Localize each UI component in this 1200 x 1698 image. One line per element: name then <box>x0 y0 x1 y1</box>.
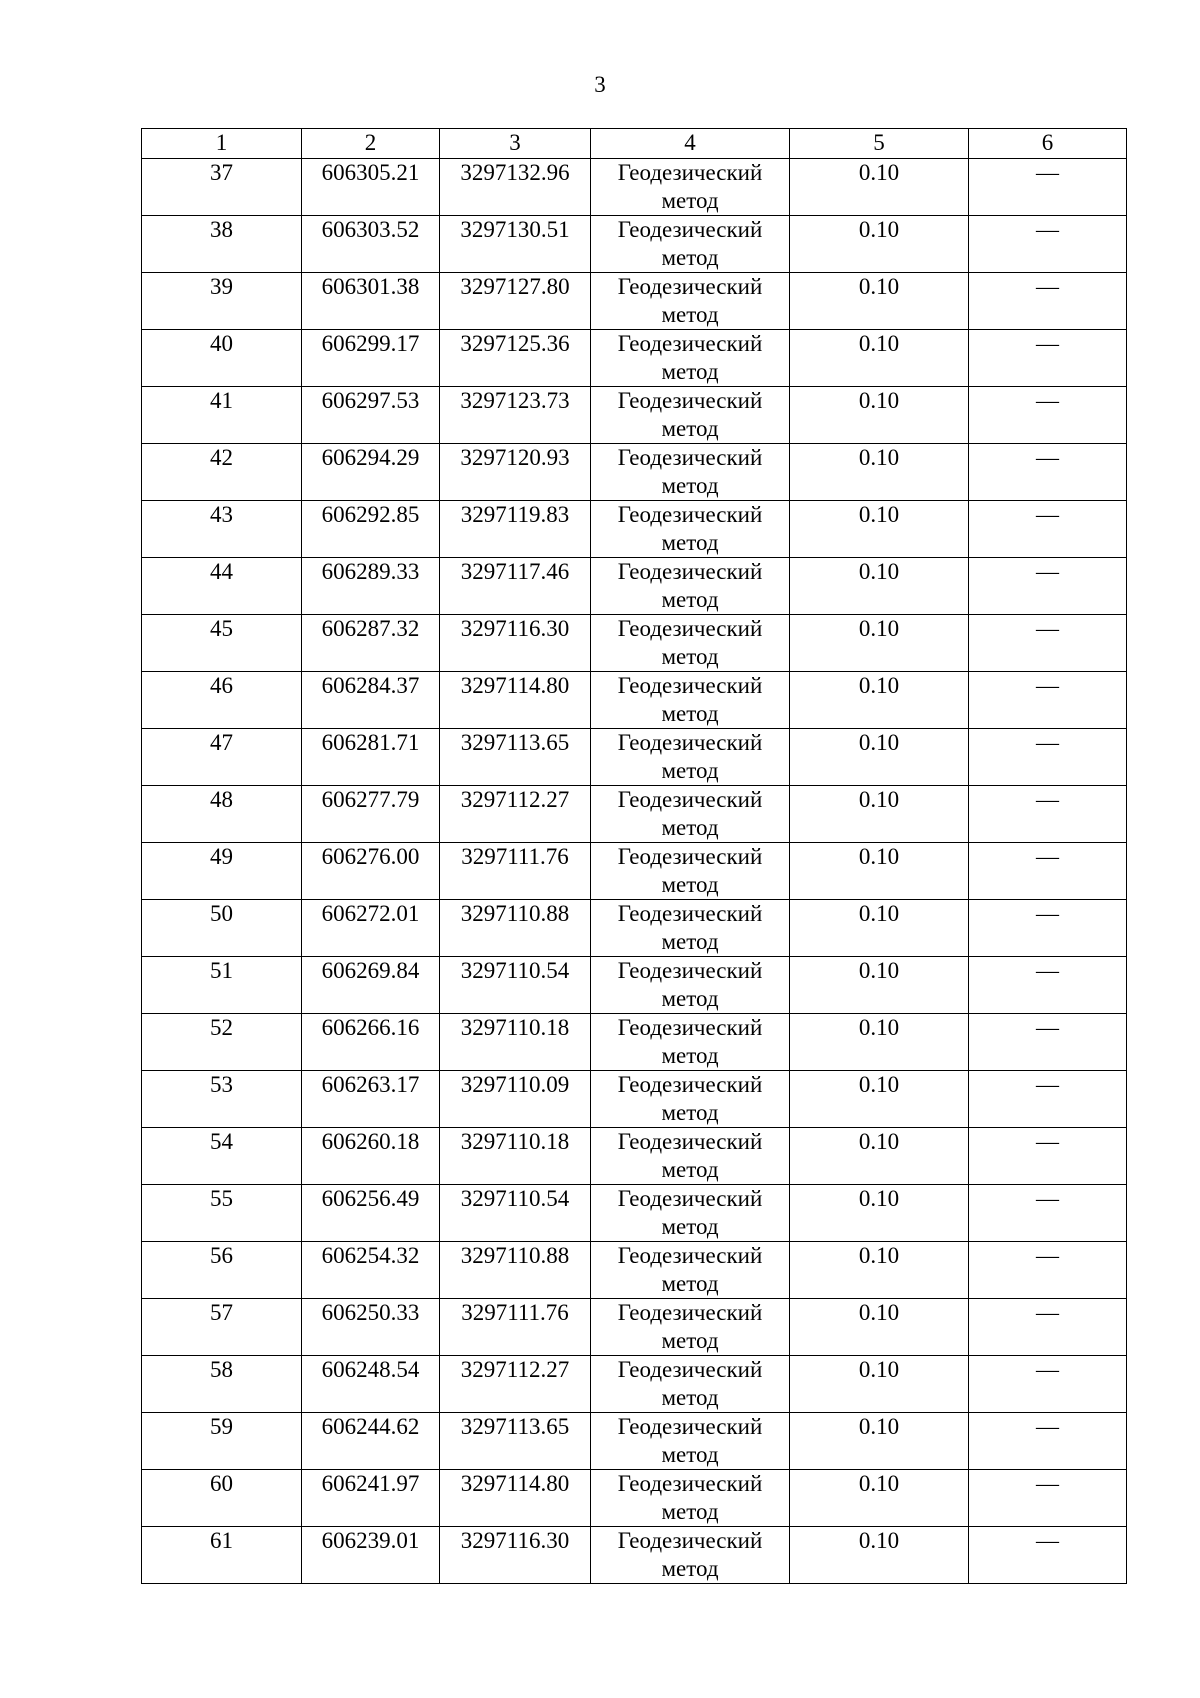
note-cell: — <box>969 1071 1127 1128</box>
method-cell: Геодезический метод <box>591 786 790 843</box>
method-cell: Геодезический метод <box>591 273 790 330</box>
point-number-cell: 47 <box>142 729 302 786</box>
y-coordinate-cell: 3297132.96 <box>440 159 591 216</box>
point-number-cell: 58 <box>142 1356 302 1413</box>
method-cell: Геодезический метод <box>591 1299 790 1356</box>
method-cell: Геодезический метод <box>591 672 790 729</box>
x-coordinate-cell: 606241.97 <box>302 1470 440 1527</box>
method-cell: Геодезический метод <box>591 1242 790 1299</box>
table-row <box>142 1128 1127 1185</box>
x-coordinate-cell: 606284.37 <box>302 672 440 729</box>
point-number-cell: 53 <box>142 1071 302 1128</box>
y-coordinate-cell: 3297110.18 <box>440 1014 591 1071</box>
header-cell-2: 2 <box>302 129 440 159</box>
table-row <box>142 273 1127 330</box>
table-row <box>142 615 1127 672</box>
x-coordinate-cell: 606244.62 <box>302 1413 440 1470</box>
table-row <box>142 330 1127 387</box>
y-coordinate-cell: 3297110.09 <box>440 1071 591 1128</box>
accuracy-cell: 0.10 <box>790 1242 969 1299</box>
table-row <box>142 729 1127 786</box>
x-coordinate-cell: 606272.01 <box>302 900 440 957</box>
note-cell: — <box>969 1128 1127 1185</box>
note-cell: — <box>969 1299 1127 1356</box>
method-cell: Геодезический метод <box>591 1470 790 1527</box>
note-cell: — <box>969 1185 1127 1242</box>
method-cell: Геодезический метод <box>591 1185 790 1242</box>
accuracy-cell: 0.10 <box>790 957 969 1014</box>
header-cell-4: 4 <box>591 129 790 159</box>
y-coordinate-cell: 3297111.76 <box>440 843 591 900</box>
accuracy-cell: 0.10 <box>790 1299 969 1356</box>
point-number-cell: 38 <box>142 216 302 273</box>
x-coordinate-cell: 606303.52 <box>302 216 440 273</box>
x-coordinate-cell: 606239.01 <box>302 1527 440 1584</box>
page-number: 3 <box>594 72 606 97</box>
method-cell: Геодезический метод <box>591 957 790 1014</box>
note-cell: — <box>969 1470 1127 1527</box>
table-row <box>142 1470 1127 1527</box>
x-coordinate-cell: 606266.16 <box>302 1014 440 1071</box>
point-number-cell: 59 <box>142 1413 302 1470</box>
note-cell: — <box>969 558 1127 615</box>
note-cell: — <box>969 1413 1127 1470</box>
accuracy-cell: 0.10 <box>790 387 969 444</box>
y-coordinate-cell: 3297112.27 <box>440 786 591 843</box>
accuracy-cell: 0.10 <box>790 1470 969 1527</box>
method-cell: Геодезический метод <box>591 900 790 957</box>
note-cell: — <box>969 216 1127 273</box>
method-cell: Геодезический метод <box>591 216 790 273</box>
point-number-cell: 50 <box>142 900 302 957</box>
table-row <box>142 957 1127 1014</box>
note-cell: — <box>969 1242 1127 1299</box>
x-coordinate-cell: 606294.29 <box>302 444 440 501</box>
x-coordinate-cell: 606276.00 <box>302 843 440 900</box>
point-number-cell: 52 <box>142 1014 302 1071</box>
x-coordinate-cell: 606277.79 <box>302 786 440 843</box>
note-cell: — <box>969 273 1127 330</box>
y-coordinate-cell: 3297127.80 <box>440 273 591 330</box>
y-coordinate-cell: 3297123.73 <box>440 387 591 444</box>
y-coordinate-cell: 3297119.83 <box>440 501 591 558</box>
accuracy-cell: 0.10 <box>790 501 969 558</box>
header-cell-6: 6 <box>969 129 1127 159</box>
point-number-cell: 44 <box>142 558 302 615</box>
method-cell: Геодезический метод <box>591 444 790 501</box>
method-cell: Геодезический метод <box>591 558 790 615</box>
note-cell: — <box>969 159 1127 216</box>
table-row <box>142 900 1127 957</box>
method-cell: Геодезический метод <box>591 1128 790 1185</box>
table-row <box>142 1242 1127 1299</box>
y-coordinate-cell: 3297116.30 <box>440 615 591 672</box>
table-row <box>142 159 1127 216</box>
method-cell: Геодезический метод <box>591 1413 790 1470</box>
note-cell: — <box>969 330 1127 387</box>
method-cell: Геодезический метод <box>591 330 790 387</box>
table-row <box>142 1356 1127 1413</box>
y-coordinate-cell: 3297110.88 <box>440 1242 591 1299</box>
table-row <box>142 501 1127 558</box>
note-cell: — <box>969 957 1127 1014</box>
table-row <box>142 843 1127 900</box>
table-row <box>142 444 1127 501</box>
point-number-cell: 57 <box>142 1299 302 1356</box>
accuracy-cell: 0.10 <box>790 672 969 729</box>
accuracy-cell: 0.10 <box>790 900 969 957</box>
point-number-cell: 60 <box>142 1470 302 1527</box>
y-coordinate-cell: 3297125.36 <box>440 330 591 387</box>
x-coordinate-cell: 606292.85 <box>302 501 440 558</box>
header-row <box>142 129 1127 159</box>
x-coordinate-cell: 606289.33 <box>302 558 440 615</box>
table-row <box>142 1071 1127 1128</box>
header-cell-1: 1 <box>142 129 302 159</box>
y-coordinate-cell: 3297117.46 <box>440 558 591 615</box>
note-cell: — <box>969 900 1127 957</box>
table-row <box>142 786 1127 843</box>
method-cell: Геодезический метод <box>591 729 790 786</box>
x-coordinate-cell: 606248.54 <box>302 1356 440 1413</box>
accuracy-cell: 0.10 <box>790 330 969 387</box>
table-row <box>142 1299 1127 1356</box>
table-body <box>142 129 1127 1584</box>
y-coordinate-cell: 3297130.51 <box>440 216 591 273</box>
accuracy-cell: 0.10 <box>790 786 969 843</box>
x-coordinate-cell: 606254.32 <box>302 1242 440 1299</box>
x-coordinate-cell: 606263.17 <box>302 1071 440 1128</box>
point-number-cell: 39 <box>142 273 302 330</box>
x-coordinate-cell: 606250.33 <box>302 1299 440 1356</box>
method-cell: Геодезический метод <box>591 387 790 444</box>
y-coordinate-cell: 3297110.18 <box>440 1128 591 1185</box>
note-cell: — <box>969 672 1127 729</box>
note-cell: — <box>969 615 1127 672</box>
method-cell: Геодезический метод <box>591 1071 790 1128</box>
table-row <box>142 672 1127 729</box>
x-coordinate-cell: 606305.21 <box>302 159 440 216</box>
x-coordinate-cell: 606301.38 <box>302 273 440 330</box>
table-row <box>142 1014 1127 1071</box>
point-number-cell: 42 <box>142 444 302 501</box>
accuracy-cell: 0.10 <box>790 1071 969 1128</box>
note-cell: — <box>969 1527 1127 1584</box>
table-row <box>142 216 1127 273</box>
table-row <box>142 387 1127 444</box>
note-cell: — <box>969 387 1127 444</box>
x-coordinate-cell: 606299.17 <box>302 330 440 387</box>
x-coordinate-cell: 606281.71 <box>302 729 440 786</box>
note-cell: — <box>969 1356 1127 1413</box>
point-number-cell: 46 <box>142 672 302 729</box>
point-number-cell: 41 <box>142 387 302 444</box>
coordinates-table <box>141 128 1127 1584</box>
point-number-cell: 49 <box>142 843 302 900</box>
method-cell: Геодезический метод <box>591 615 790 672</box>
point-number-cell: 61 <box>142 1527 302 1584</box>
point-number-cell: 54 <box>142 1128 302 1185</box>
y-coordinate-cell: 3297114.80 <box>440 672 591 729</box>
accuracy-cell: 0.10 <box>790 1185 969 1242</box>
y-coordinate-cell: 3297110.54 <box>440 957 591 1014</box>
accuracy-cell: 0.10 <box>790 1527 969 1584</box>
method-cell: Геодезический метод <box>591 1014 790 1071</box>
y-coordinate-cell: 3297111.76 <box>440 1299 591 1356</box>
accuracy-cell: 0.10 <box>790 216 969 273</box>
point-number-cell: 43 <box>142 501 302 558</box>
x-coordinate-cell: 606260.18 <box>302 1128 440 1185</box>
note-cell: — <box>969 501 1127 558</box>
note-cell: — <box>969 786 1127 843</box>
x-coordinate-cell: 606269.84 <box>302 957 440 1014</box>
y-coordinate-cell: 3297110.88 <box>440 900 591 957</box>
point-number-cell: 37 <box>142 159 302 216</box>
accuracy-cell: 0.10 <box>790 273 969 330</box>
accuracy-cell: 0.10 <box>790 729 969 786</box>
accuracy-cell: 0.10 <box>790 1128 969 1185</box>
note-cell: — <box>969 444 1127 501</box>
table-row <box>142 1527 1127 1584</box>
method-cell: Геодезический метод <box>591 843 790 900</box>
point-number-cell: 56 <box>142 1242 302 1299</box>
accuracy-cell: 0.10 <box>790 444 969 501</box>
note-cell: — <box>969 843 1127 900</box>
x-coordinate-cell: 606297.53 <box>302 387 440 444</box>
y-coordinate-cell: 3297116.30 <box>440 1527 591 1584</box>
point-number-cell: 48 <box>142 786 302 843</box>
method-cell: Геодезический метод <box>591 1527 790 1584</box>
method-cell: Геодезический метод <box>591 1356 790 1413</box>
note-cell: — <box>969 729 1127 786</box>
point-number-cell: 40 <box>142 330 302 387</box>
accuracy-cell: 0.10 <box>790 1413 969 1470</box>
point-number-cell: 45 <box>142 615 302 672</box>
accuracy-cell: 0.10 <box>790 615 969 672</box>
y-coordinate-cell: 3297120.93 <box>440 444 591 501</box>
accuracy-cell: 0.10 <box>790 1356 969 1413</box>
accuracy-cell: 0.10 <box>790 1014 969 1071</box>
table-row <box>142 1413 1127 1470</box>
method-cell: Геодезический метод <box>591 501 790 558</box>
y-coordinate-cell: 3297110.54 <box>440 1185 591 1242</box>
accuracy-cell: 0.10 <box>790 558 969 615</box>
accuracy-cell: 0.10 <box>790 843 969 900</box>
y-coordinate-cell: 3297114.80 <box>440 1470 591 1527</box>
note-cell: — <box>969 1014 1127 1071</box>
y-coordinate-cell: 3297113.65 <box>440 1413 591 1470</box>
y-coordinate-cell: 3297112.27 <box>440 1356 591 1413</box>
accuracy-cell: 0.10 <box>790 159 969 216</box>
header-cell-3: 3 <box>440 129 591 159</box>
y-coordinate-cell: 3297113.65 <box>440 729 591 786</box>
table-row <box>142 558 1127 615</box>
table-row <box>142 1185 1127 1242</box>
x-coordinate-cell: 606287.32 <box>302 615 440 672</box>
point-number-cell: 55 <box>142 1185 302 1242</box>
header-cell-5: 5 <box>790 129 969 159</box>
x-coordinate-cell: 606256.49 <box>302 1185 440 1242</box>
point-number-cell: 51 <box>142 957 302 1014</box>
method-cell: Геодезический метод <box>591 159 790 216</box>
